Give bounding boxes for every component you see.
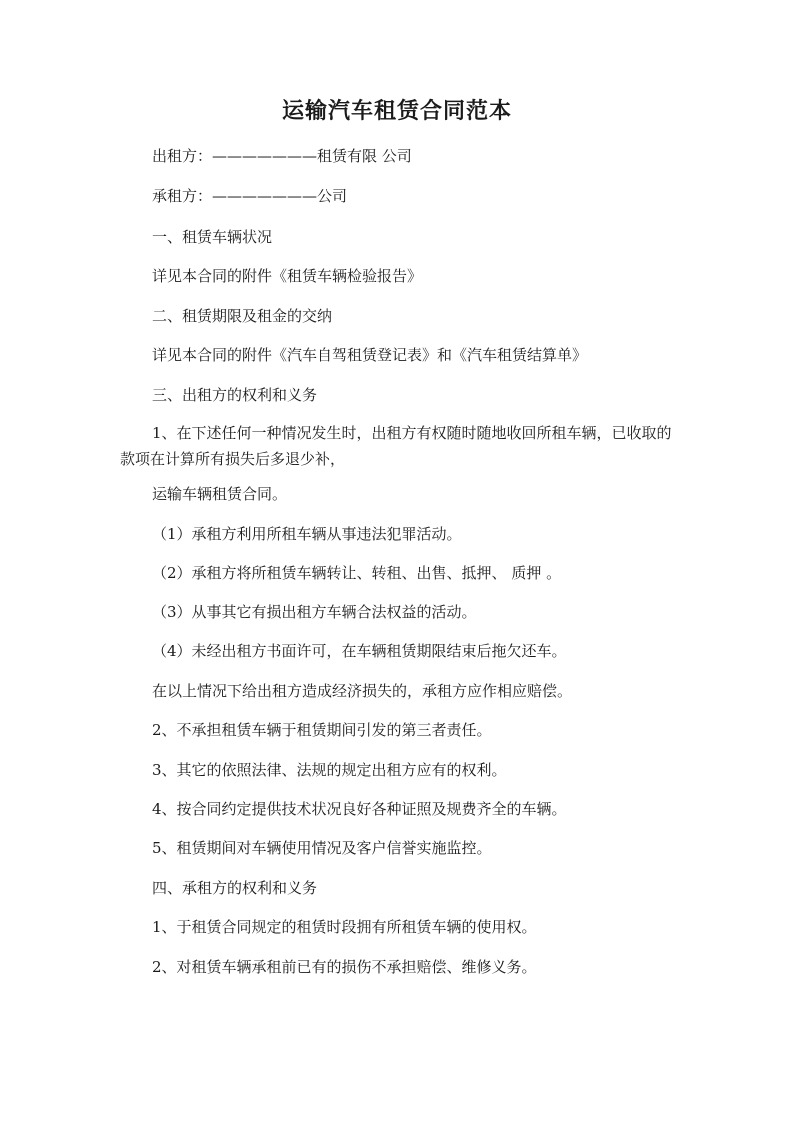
section-3-item-1: 1、在下述任何一种情况发生时，出租方有权随时随地收回所租车辆，已收取的款项在计算所有损失后多退少补，: [120, 424, 672, 468]
lessor-line: 出租方：———————租赁有限 公司: [152, 147, 412, 165]
lessee-line: 承租方：———————公司: [152, 187, 348, 205]
section-2-text: 详见本合同的附件《汽车自驾租赁登记表》和《汽车租赁结算单》: [152, 346, 588, 364]
section-3-item-5: 5、租赁期间对车辆使用情况及客户信誉实施监控。: [152, 839, 492, 857]
section-4-item-2: 2、对租赁车辆承租前已有的损伤不承担赔偿、维修义务。: [152, 958, 537, 976]
section-4-item-1: 1、于租赁合同规定的租赁时段拥有所租赁车辆的使用权。: [152, 918, 537, 936]
section-3-case-3: （3）从事其它有损出租方车辆合法权益的活动。: [152, 603, 477, 621]
section-3-contract-note: 运输车辆租赁合同。: [152, 485, 288, 503]
section-3-compensation: 在以上情况下给出租方造成经济损失的，承租方应作相应赔偿。: [152, 682, 573, 700]
section-3-item-4: 4、按合同约定提供技术状况良好各种证照及规费齐全的车辆。: [152, 800, 567, 818]
section-4-heading: 四、承租方的权利和义务: [152, 879, 318, 897]
document-title: 运输汽车租赁合同范本: [281, 98, 512, 124]
section-3-case-1: （1）承租方利用所租车辆从事违法犯罪活动。: [152, 525, 462, 543]
section-3-item-3: 3、其它的依照法律、法规的规定出租方应有的权利。: [152, 761, 507, 779]
section-2-heading: 二、租赁期限及租金的交纳: [152, 307, 333, 325]
section-3-heading: 三、出租方的权利和义务: [152, 386, 318, 404]
section-1-heading: 一、租赁车辆状况: [152, 228, 273, 246]
section-3-item-2: 2、不承担租赁车辆于租赁期间引发的第三者责任。: [152, 721, 492, 739]
section-3-case-2: （2）承租方将所租赁车辆转让、转租、出售、抵押、 质押 。: [152, 564, 562, 582]
section-1-text: 详见本合同的附件《租赁车辆检验报告》: [152, 267, 423, 285]
section-3-case-4: （4）未经出租方书面许可，在车辆租赁期限结束后拖欠还车。: [152, 642, 567, 660]
